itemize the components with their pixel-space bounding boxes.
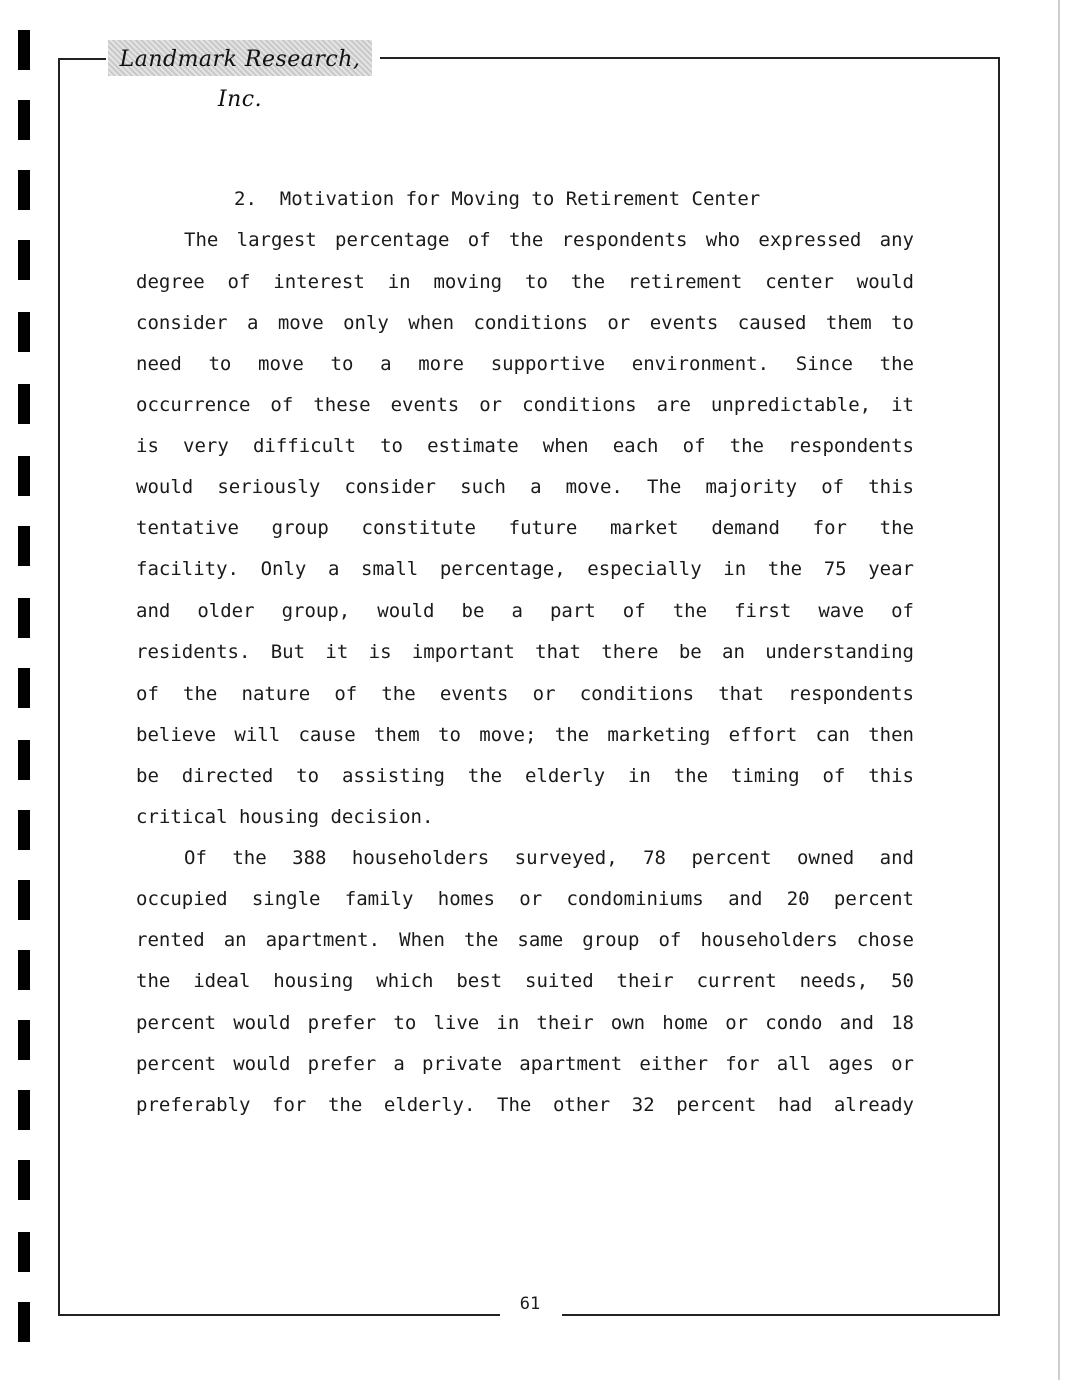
binding-hole <box>18 598 30 638</box>
body-line: the ideal housing which best suited their current needs, 50 <box>136 970 914 992</box>
binding-hole <box>18 1020 30 1060</box>
binding-hole <box>18 668 30 708</box>
frame-border-right <box>998 57 1000 1315</box>
body-line: would seriously consider such a move. The majority of this <box>136 476 914 498</box>
body-line: consider a move only when conditions or events caused them to <box>136 312 914 334</box>
binding-hole <box>18 740 30 780</box>
body-line: critical housing decision. <box>136 806 434 828</box>
body-line: preferably for the elderly. The other 32 percent had already <box>136 1094 914 1116</box>
binding-hole <box>18 240 30 280</box>
binding-hole <box>18 1232 30 1272</box>
binding-hole <box>18 1090 30 1130</box>
body-line: of the nature of the events or conditions that respondents <box>136 683 914 705</box>
binding-hole <box>18 384 30 424</box>
frame-border-bottom-right <box>562 1314 1000 1316</box>
binding-hole <box>18 1302 30 1342</box>
binding-hole <box>18 950 30 990</box>
frame-border-left <box>58 58 60 1315</box>
body-line: rented an apartment. When the same group of householders chose <box>136 929 914 951</box>
scan-edge <box>1058 0 1060 1380</box>
binding-hole <box>18 1160 30 1200</box>
body-line: The largest percentage of the respondents who expressed any <box>184 229 914 251</box>
company-logo <box>108 40 372 112</box>
binding-hole <box>18 526 30 566</box>
body-line: believe will cause them to move; the marketing effort can then <box>136 724 914 746</box>
body-line: degree of interest in moving to the retirement center would <box>136 271 914 293</box>
binding-hole <box>18 312 30 352</box>
frame-border-top-right <box>380 57 1000 59</box>
body-line: and older group, would be a part of the first wave of <box>136 600 914 622</box>
body-line: Of the 388 householders surveyed, 78 percent owned and <box>184 847 914 869</box>
binding-hole <box>18 456 30 496</box>
binding-hole <box>18 170 30 210</box>
binding-hole <box>18 810 30 850</box>
body-line: occurrence of these events or conditions are unpredictable, it <box>136 394 914 416</box>
body-line: residents. But it is important that there be an understanding <box>136 641 914 663</box>
body-line: tentative group constitute future market demand for the <box>136 517 914 539</box>
frame-border-bottom-left <box>58 1314 500 1316</box>
body-line: facility. Only a small percentage, especially in the 75 year <box>136 558 914 580</box>
binding-hole <box>18 30 30 70</box>
binding-hole <box>18 880 30 920</box>
body-line: occupied single family homes or condominiums and 20 percent <box>136 888 914 910</box>
body-line: be directed to assisting the elderly in the timing of this <box>136 765 914 787</box>
body-line: need to move to a more supportive environment. Since the <box>136 353 914 375</box>
binding-hole <box>18 100 30 140</box>
body-line: percent would prefer to live in their own home or condo and 18 <box>136 1012 914 1034</box>
company-logo-text: Landmark Research, Inc. <box>119 47 361 112</box>
body-line: percent would prefer a private apartment either for all ages or <box>136 1053 914 1075</box>
frame-border-top-left <box>58 58 106 60</box>
body-line: is very difficult to estimate when each of the respondents <box>136 435 914 457</box>
page-number: 61 <box>519 1294 541 1314</box>
section-heading: 2. Motivation for Moving to Retirement Center <box>234 188 761 210</box>
